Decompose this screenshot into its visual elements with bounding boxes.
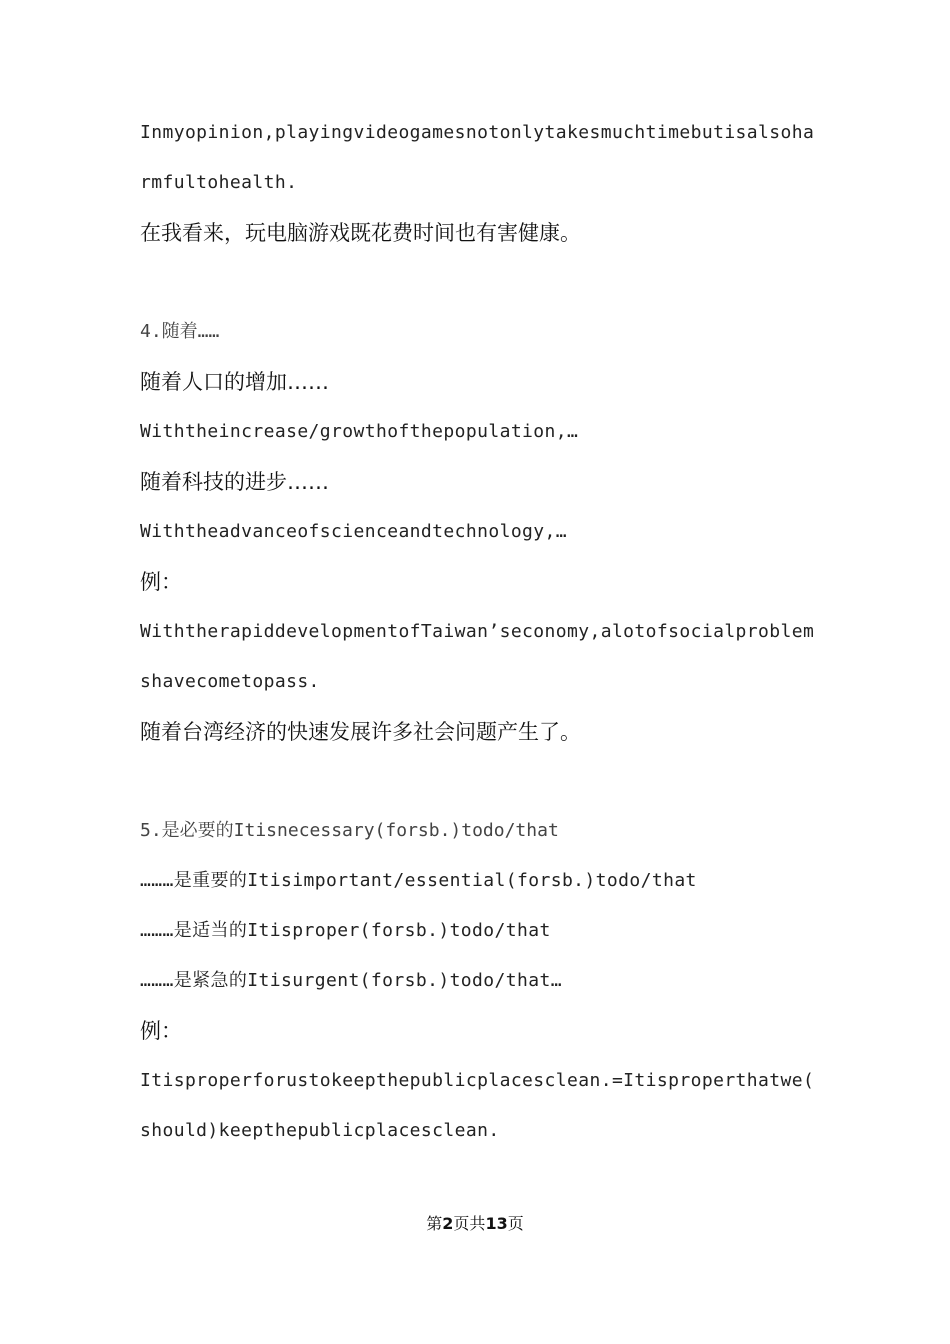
text-line: WiththerapiddevelopmentofTaiwan’seconomy,alotofsocialproblem: [140, 621, 815, 642]
text-line: 随着人口的增加……: [140, 370, 329, 394]
text-line: should)keepthepublicplacesclean.: [140, 1120, 500, 1141]
footer-prefix: 第: [426, 1214, 443, 1233]
text-line: shavecometopass.: [140, 671, 320, 692]
section-heading: 4.随着……: [140, 321, 220, 342]
text-line: rmfultohealth.: [140, 172, 298, 193]
section-heading: 5.是必要的Itisnecessary(forsb.)todo/that: [140, 820, 559, 841]
footer-suffix: 页: [507, 1214, 524, 1233]
text-line: Withtheincrease/growthofthepopulation,…: [140, 421, 579, 442]
text-line: Withtheadvanceofscienceandtechnology,…: [140, 521, 568, 542]
text-line: ………是重要的Itisimportant/essential(forsb.)todo/that: [140, 870, 697, 891]
footer-middle: 页共: [453, 1214, 486, 1233]
text-line: ………是适当的Itisproper(forsb.)todo/that: [140, 920, 551, 941]
text-line: 随着科技的进步……: [140, 470, 329, 494]
text-line: 随着台湾经济的快速发展许多社会问题产生了。: [140, 720, 581, 744]
text-line: 在我看来，玩电脑游戏既花费时间也有害健康。: [140, 221, 581, 245]
text-line: Inmyopinion,playingvideogamesnotonlytakesmuchtimebutisalsoha: [140, 122, 815, 143]
page-footer: [0, 1211, 950, 1234]
example-label: 例：: [140, 570, 182, 594]
current-page-number: 2: [442, 1214, 454, 1233]
example-label: 例：: [140, 1019, 182, 1043]
text-line: ………是紧急的Itisurgent(forsb.)todo/that…: [140, 970, 562, 991]
text-line: Itisproperforustokeepthepublicplacesclean.=Itisproperthatwe(: [140, 1070, 815, 1091]
total-page-count: 13: [485, 1214, 508, 1233]
